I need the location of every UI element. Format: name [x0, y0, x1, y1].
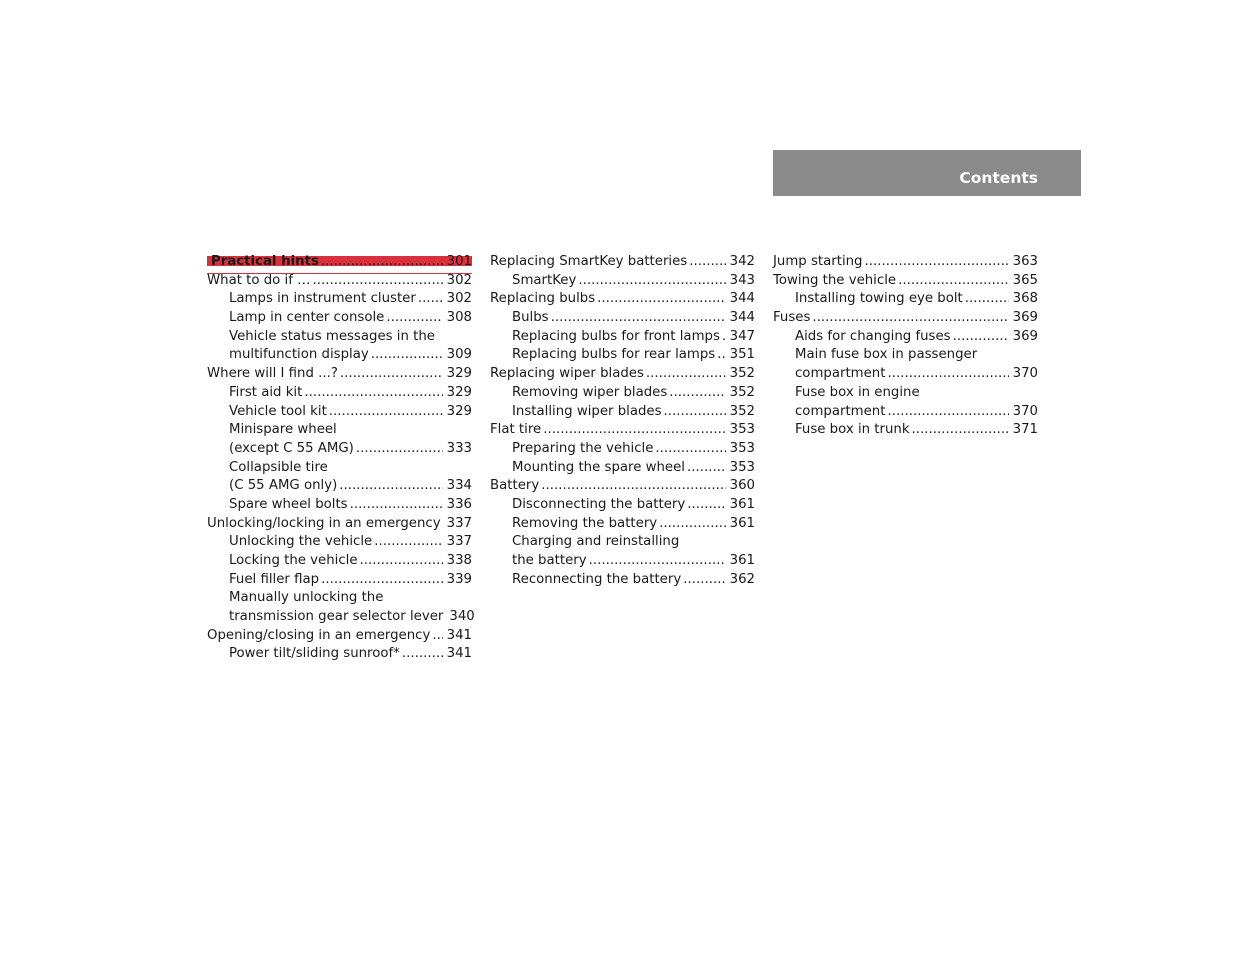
toc-entry — [207, 328, 472, 347]
toc-page-number: 352 — [729, 366, 755, 382]
toc-page-number: 301 — [446, 254, 472, 269]
toc-leader-dots — [432, 627, 442, 646]
toc-leader-dots — [717, 346, 725, 365]
toc-leader-dots — [374, 533, 442, 552]
toc-entry[interactable] — [773, 272, 1038, 291]
toc-leader-dots — [350, 496, 443, 515]
toc-page-number: 353 — [729, 422, 755, 438]
toc-leader-dots — [304, 384, 442, 403]
toc-entry[interactable] — [207, 515, 472, 534]
toc-page-number: 344 — [729, 291, 755, 307]
toc-entry — [207, 421, 472, 440]
toc-page-number: 329 — [446, 384, 472, 400]
toc-page-number: 341 — [446, 627, 472, 643]
toc-entry-label: Main fuse box in passenger — [795, 347, 978, 363]
toc-entry-label: Replacing bulbs — [490, 291, 596, 307]
toc-entry-label: Replacing SmartKey batteries — [490, 254, 688, 269]
toc-entry[interactable] — [490, 384, 755, 403]
toc-entry-label: Practical hints — [211, 254, 319, 269]
toc-entry-label: Opening/closing in an emergency — [207, 627, 431, 643]
toc-page-number: 363 — [1012, 254, 1038, 269]
toc-page-number: 361 — [729, 515, 755, 531]
toc-page-number: 302 — [446, 272, 472, 288]
toc-entry — [490, 533, 755, 552]
toc-entry[interactable] — [207, 309, 472, 328]
toc-entry[interactable] — [207, 571, 472, 590]
toc-entry[interactable] — [490, 290, 755, 309]
toc-entry-label: (except C 55 AMG) — [229, 440, 354, 456]
toc-entry-label: Installing towing eye bolt — [795, 291, 963, 307]
toc-entry-label: Aids for changing fuses — [795, 328, 951, 344]
toc-entry[interactable] — [207, 272, 472, 291]
toc-leader-dots — [689, 253, 725, 272]
toc-page-number: 352 — [729, 384, 755, 400]
toc-entry[interactable] — [490, 365, 755, 384]
toc-leader-dots — [865, 253, 1009, 272]
toc-leader-dots — [578, 272, 725, 291]
toc-page-number: 368 — [1012, 291, 1038, 307]
toc-entry-label: Fuse box in engine — [795, 384, 920, 400]
toc-entry[interactable] — [490, 272, 755, 291]
toc-entry[interactable] — [490, 440, 755, 459]
toc-leader-dots — [541, 477, 725, 496]
toc-entry[interactable] — [207, 608, 475, 627]
toc-entry-label: Unlocking/locking in an emergency — [207, 515, 441, 531]
toc-entry[interactable] — [490, 421, 755, 440]
toc-entry-label: the battery — [512, 553, 587, 568]
toc-page-number: 342 — [729, 254, 755, 269]
toc-page-number: 340 — [449, 609, 475, 625]
toc-leader-dots — [360, 552, 443, 571]
toc-entry[interactable] — [207, 440, 472, 459]
toc-leader-dots — [329, 403, 443, 422]
toc-page-number: 369 — [1012, 328, 1038, 344]
toc-leader-dots — [321, 253, 443, 272]
toc-entry[interactable] — [207, 477, 472, 496]
toc-entry-label: Fuel filler flap — [229, 571, 320, 587]
toc-entry[interactable] — [773, 290, 1038, 309]
toc-entry-label: transmission gear selector lever — [229, 609, 444, 625]
toc-entry-label: Towing the vehicle — [773, 272, 897, 288]
toc-leader-dots — [340, 365, 443, 384]
toc-entry[interactable] — [490, 552, 755, 571]
toc-entry-label: Removing wiper blades — [512, 384, 668, 400]
toc-entry[interactable] — [207, 346, 472, 365]
toc-entry-label: First aid kit — [229, 384, 303, 400]
toc-leader-dots — [418, 290, 443, 309]
toc-column-1 — [207, 253, 475, 664]
toc-leader-dots — [655, 440, 725, 459]
toc-page-number: 309 — [446, 347, 472, 363]
section-header — [773, 150, 1081, 196]
toc-leader-dots — [912, 421, 1009, 440]
toc-page-number: 371 — [1012, 422, 1038, 438]
toc-entry-label: What to do if … — [207, 272, 311, 288]
toc-page-number: 333 — [446, 440, 472, 456]
toc-page-number: 360 — [729, 478, 755, 494]
toc-leader-dots — [887, 403, 1008, 422]
toc-leader-dots — [812, 309, 1008, 328]
toc-entry-label: multifunction display — [229, 347, 369, 363]
toc-entry[interactable] — [773, 328, 1038, 347]
toc-entry-label: Fuses — [773, 310, 811, 326]
toc-leader-dots — [965, 290, 1009, 309]
toc-page-number: 336 — [446, 496, 472, 512]
toc-leader-dots — [551, 309, 726, 328]
toc-entry-label: Jump starting — [773, 254, 863, 269]
toc-page-number: 339 — [446, 571, 472, 587]
toc-page-number: 343 — [729, 272, 755, 288]
toc-column-3 — [773, 253, 1038, 440]
toc-entry-label: Vehicle tool kit — [229, 403, 327, 419]
toc-entry[interactable] — [490, 571, 755, 590]
toc-page-number: 344 — [729, 310, 755, 326]
toc-entry-label: Replacing bulbs for front lamps — [512, 328, 720, 344]
section-title: Contents — [959, 169, 1038, 187]
toc-entry[interactable] — [207, 253, 472, 272]
toc-entry — [207, 459, 472, 478]
toc-entry[interactable] — [207, 290, 472, 309]
toc-page-number: 337 — [446, 515, 472, 531]
toc-entry-label: SmartKey — [512, 272, 577, 288]
toc-column-2 — [490, 253, 755, 589]
toc-entry[interactable] — [773, 309, 1038, 328]
toc-entry-label: Fuse box in trunk — [795, 422, 910, 438]
toc-entry — [773, 346, 1038, 365]
toc-leader-dots — [312, 272, 442, 291]
toc-entry-label: Flat tire — [490, 422, 542, 438]
toc-page-number: 369 — [1012, 310, 1038, 326]
toc-leader-dots — [687, 459, 726, 478]
toc-page-number: 338 — [446, 553, 472, 568]
toc-page-number: 352 — [729, 403, 755, 419]
toc-entry[interactable] — [490, 328, 755, 347]
toc-entry-label: Charging and reinstalling — [512, 534, 680, 550]
toc-entry-label: Where will I find ...? — [207, 366, 338, 382]
toc-page-number: 347 — [729, 328, 755, 344]
toc-entry-label: compartment — [795, 366, 886, 382]
toc-leader-dots — [669, 384, 725, 403]
toc-entry-label: Spare wheel bolts — [229, 496, 348, 512]
toc-page-number: 329 — [446, 366, 472, 382]
toc-page-number: 353 — [729, 459, 755, 475]
toc-leader-dots — [371, 346, 443, 365]
toc-leader-dots — [597, 290, 725, 309]
toc-page-number: 329 — [446, 403, 472, 419]
toc-page-number: 353 — [729, 440, 755, 456]
toc-entry-label: Installing wiper blades — [512, 403, 662, 419]
toc-page-number: 370 — [1012, 366, 1038, 382]
toc-entry-label: compartment — [795, 403, 886, 419]
toc-entry[interactable] — [207, 403, 472, 422]
toc-entry-label: Reconnecting the battery — [512, 571, 682, 587]
toc-leader-dots — [386, 309, 442, 328]
toc-entry[interactable] — [490, 515, 755, 534]
toc-leader-dots — [339, 477, 442, 496]
toc-entry[interactable] — [207, 365, 472, 384]
toc-page-number: 361 — [729, 553, 755, 568]
toc-entry[interactable] — [207, 645, 472, 664]
toc-entry-label: (C 55 AMG only) — [229, 478, 338, 494]
toc-page-number: 341 — [446, 646, 472, 662]
toc-entry[interactable] — [490, 309, 755, 328]
toc-entry-label: Manually unlocking the — [229, 590, 384, 606]
toc-entry[interactable] — [207, 552, 472, 571]
toc-entry-label: Lamps in instrument cluster — [229, 291, 416, 307]
toc-entry-label: Vehicle status messages in the — [229, 328, 435, 344]
toc-leader-dots — [687, 496, 725, 515]
toc-entry-label: Collapsible tire — [229, 459, 328, 475]
toc-leader-dots — [402, 645, 443, 664]
toc-entry-label: Unlocking the vehicle — [229, 534, 373, 550]
toc-leader-dots — [722, 328, 726, 347]
toc-page-number: 365 — [1012, 272, 1038, 288]
toc-page-number: 351 — [729, 347, 755, 363]
toc-page-number: 362 — [729, 571, 755, 587]
toc-page-number: 361 — [729, 496, 755, 512]
toc-page-number: 337 — [446, 534, 472, 550]
toc-entry[interactable] — [490, 346, 755, 365]
toc-page-number: 308 — [446, 310, 472, 326]
toc-leader-dots — [321, 571, 443, 590]
toc-leader-dots — [953, 328, 1009, 347]
toc-entry[interactable] — [490, 496, 755, 515]
toc-entry-label: Power tilt/sliding sunroof* — [229, 646, 400, 662]
toc-leader-dots — [659, 515, 725, 534]
toc-entry[interactable] — [207, 384, 472, 403]
toc-entry-label: Replacing wiper blades — [490, 366, 644, 382]
toc-entry[interactable] — [490, 477, 755, 496]
toc-leader-dots — [356, 440, 443, 459]
toc-leader-dots — [589, 552, 726, 571]
toc-entry-label: Disconnecting the battery — [512, 496, 686, 512]
toc-entry[interactable] — [207, 627, 472, 646]
toc-entry-label: Replacing bulbs for rear lamps — [512, 347, 716, 363]
toc-entry[interactable] — [207, 496, 472, 515]
toc-entry-label: Removing the battery — [512, 515, 658, 531]
toc-entry-label: Minispare wheel — [229, 422, 337, 438]
toc-page-number: 302 — [446, 291, 472, 307]
toc-entry[interactable] — [490, 459, 755, 478]
toc-leader-dots — [683, 571, 725, 590]
toc-page-number: 370 — [1012, 403, 1038, 419]
toc-page-number: 334 — [446, 478, 472, 494]
toc-leader-dots — [646, 365, 726, 384]
toc-entry — [773, 384, 1038, 403]
toc-entry-label: Bulbs — [512, 310, 549, 326]
toc-entry-label: Locking the vehicle — [229, 553, 358, 568]
toc-entry-label: Preparing the vehicle — [512, 440, 654, 456]
toc-entry-label: Mounting the spare wheel — [512, 459, 685, 475]
toc-leader-dots — [898, 272, 1009, 291]
toc-entry[interactable] — [207, 533, 472, 552]
toc-entry — [207, 589, 472, 608]
toc-entry[interactable] — [773, 253, 1038, 272]
toc-entry[interactable] — [773, 421, 1038, 440]
toc-leader-dots — [887, 365, 1008, 384]
toc-entry[interactable] — [773, 365, 1038, 384]
toc-entry-label: Battery — [490, 478, 540, 494]
toc-entry[interactable] — [773, 403, 1038, 422]
toc-leader-dots — [664, 403, 726, 422]
toc-entry[interactable] — [490, 253, 755, 272]
toc-leader-dots — [543, 421, 725, 440]
toc-entry-label: Lamp in center console — [229, 310, 385, 326]
toc-entry[interactable] — [490, 403, 755, 422]
